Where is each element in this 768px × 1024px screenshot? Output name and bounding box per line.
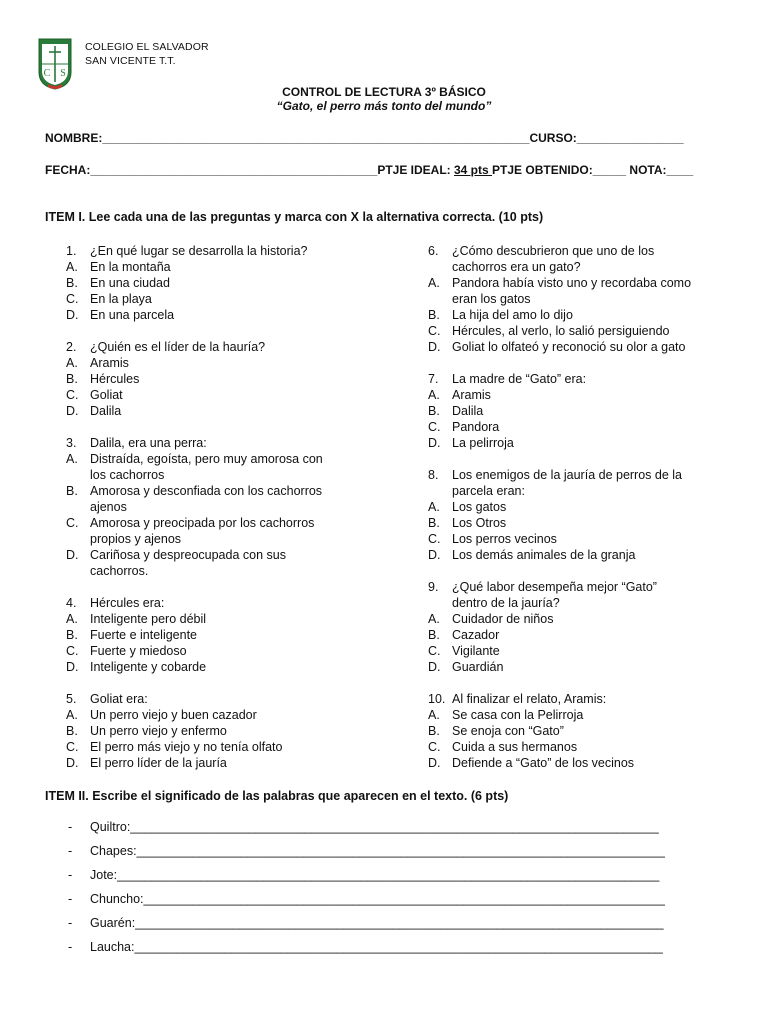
answer-option[interactable] [66,259,366,275]
answer-option [66,499,366,515]
answer-option[interactable] [66,547,366,563]
vocab-word: Laucha: [90,940,135,954]
option-letter: D. [428,436,441,450]
question-number: 4. [66,596,77,610]
option-text: Cuidador de niños [452,612,554,626]
vocab-word: Jote: [90,868,118,882]
option-letter: B. [428,724,440,738]
option-letter: B. [428,628,440,642]
option-letter: D. [428,756,441,770]
answer-option[interactable] [428,755,728,771]
option-letter: B. [66,372,78,386]
answer-option[interactable] [428,499,728,515]
question-line: Dalila, era una perra: [90,436,207,450]
option-text: cachorros. [90,564,149,578]
option-letter: C. [428,420,441,434]
name-label: NOMBRE: [45,131,103,145]
option-text: Los gatos [452,500,507,514]
option-text: Se casa con la Pelirroja [452,708,584,722]
answer-option[interactable] [428,627,728,643]
option-text: Defiende a “Gato” de los vecinos [452,756,635,770]
bullet-dash: - [68,868,73,882]
answer-option[interactable] [428,707,728,723]
option-text: Dalila [452,404,484,418]
date-label: FECHA: [45,163,91,177]
answer-option[interactable] [428,339,728,355]
answer-option[interactable] [66,659,366,675]
option-letter [428,291,452,307]
question-line: dentro de la jauría? [452,596,560,610]
question-text [66,435,366,451]
question-line: ¿Cómo descubrieron que uno de los [452,244,655,258]
option-letter: D. [428,548,441,562]
option-letter: B. [66,276,78,290]
question-number: 3. [66,436,77,450]
answer-option[interactable] [428,643,728,659]
answer-option[interactable] [66,627,366,643]
option-letter: A. [66,612,78,626]
school-header [85,40,209,68]
option-text: Fuerte e inteligente [90,628,198,642]
question-number: 10. [428,692,446,706]
answer-option[interactable] [428,531,728,547]
answer-option[interactable] [66,483,366,499]
question-block [428,371,728,451]
question-text [428,483,728,499]
option-text: Hércules [90,372,140,386]
option-text: Pandora [452,420,500,434]
answer-option [428,291,728,307]
option-letter: C. [66,644,79,658]
question-number: 1. [66,244,77,258]
option-letter: C. [428,740,441,754]
option-letter: C. [66,388,79,402]
nota-field[interactable]: ____ [666,163,694,177]
option-text: Distraída, egoísta, pero muy amorosa con [90,452,323,466]
question-line: Hércules era: [90,596,165,610]
option-letter: A. [66,260,78,274]
option-text: Un perro viejo y buen cazador [90,708,257,722]
school-location: SAN VICENTE T.T. [85,55,176,67]
option-text: La hija del amo lo dijo [452,308,573,322]
question-line: cachorros era un gato? [452,260,581,274]
answer-line[interactable]: ____________________________________________________________________________ [136,844,665,858]
question-number [428,259,452,275]
page-title: CONTROL DE LECTURA 3º BÁSICO [282,85,486,99]
bullet-dash: - [68,820,73,834]
option-letter: C. [428,644,441,658]
date-field[interactable]: ___________________________________________ [90,163,378,177]
option-letter: A. [428,388,440,402]
answer-option[interactable] [428,275,728,291]
option-text: Cariñosa y despreocupada con sus [90,548,286,562]
question-text [428,691,728,707]
answer-option[interactable] [66,387,366,403]
option-text: los cachorros [90,468,165,482]
answer-option[interactable] [66,371,366,387]
name-field[interactable]: ________________________________________________________________ [102,131,530,145]
option-text: Un perro viejo y enfermo [90,724,227,738]
vocab-item [68,892,665,906]
vocab-word: Chapes: [90,844,137,858]
answer-line[interactable]: ____________________________________________________________________________ [134,940,663,954]
item2-heading: ITEM II. Escribe el significado de las palabras que aparecen en el texto. (6 pts) [45,789,509,803]
option-letter: B. [428,308,440,322]
answer-line[interactable]: ____________________________________________________________________________ [130,820,659,834]
page-subtitle: “Gato, el perro más tonto del mundo” [276,99,492,113]
answer-option[interactable] [428,659,728,675]
option-text: Los Otros [452,516,507,530]
question-block [66,691,366,771]
course-label: CURSO: [529,131,577,145]
vocab-item [68,868,659,882]
option-letter: A. [66,452,78,466]
question-text [428,467,728,483]
option-text: Aramis [452,388,491,402]
question-number: 2. [66,340,77,354]
vocab-item [68,844,665,858]
option-letter: C. [428,324,441,338]
answer-option[interactable] [66,643,366,659]
question-number: 6. [428,244,439,258]
svg-text:S: S [60,68,66,79]
question-number [428,483,452,499]
option-letter: B. [428,404,440,418]
question-line: parcela eran: [452,484,525,498]
option-text: Cuida a sus hermanos [452,740,578,754]
answer-line[interactable]: ______________________________________________________________________________ [117,868,660,882]
question-text [428,579,728,595]
answer-option[interactable] [66,515,366,531]
vocab-word: Chuncho: [90,892,144,906]
question-number [428,595,452,611]
question-text [428,595,728,611]
question-text [66,339,366,355]
answer-option[interactable] [66,307,366,323]
ptje-ideal-value: 34 pts [454,163,493,177]
question-block [66,243,366,323]
option-letter: C. [66,516,79,530]
question-text [428,259,728,275]
question-text [66,595,366,611]
option-letter [66,467,90,483]
option-letter: D. [428,340,441,354]
option-letter: A. [428,276,440,290]
option-letter: A. [428,612,440,626]
question-block [428,579,728,675]
question-text [428,371,728,387]
option-text: Hércules, al verlo, lo salió persiguiendo [452,324,670,338]
question-text [66,691,366,707]
option-letter: B. [66,628,78,642]
option-text: Los demás animales de la granja [452,548,636,562]
option-text: Fuerte y miedoso [90,644,187,658]
option-text: En la montaña [90,260,171,274]
answer-option[interactable] [428,323,728,339]
option-text: ajenos [90,500,127,514]
question-block [66,339,366,419]
question-block [428,691,728,771]
option-text: Los perros vecinos [452,532,557,546]
nota-label: NOTA: [629,163,667,177]
answer-option[interactable] [66,403,366,419]
answer-option[interactable] [66,355,366,371]
question-line: Goliat era: [90,692,148,706]
svg-text:C: C [43,68,51,79]
option-letter: A. [66,708,78,722]
question-line: Al finalizar el relato, Aramis: [452,692,607,706]
option-letter [66,499,90,515]
question-block [428,467,728,563]
question-text [66,243,366,259]
bullet-dash: - [68,940,73,954]
vocab-word: Quiltro: [90,820,131,834]
option-letter: C. [428,532,441,546]
answer-option [66,467,366,483]
option-letter [66,563,90,579]
question-line: Los enemigos de la jauría de perros de la [452,468,683,482]
option-letter: D. [428,660,441,674]
option-text: Guardián [452,660,504,674]
answer-option[interactable] [428,387,728,403]
answer-line[interactable]: ____________________________________________________________________________ [135,916,664,930]
item1-heading: ITEM I. Lee cada una de las preguntas y marca con X la alternativa correcta. (10 pts) [45,210,544,224]
question-number: 8. [428,468,439,482]
question-text [428,243,728,259]
answer-option[interactable] [428,515,728,531]
answer-option[interactable] [66,291,366,307]
option-letter: C. [66,292,79,306]
option-text: Pandora había visto uno y recordaba como [452,276,692,290]
option-text: Inteligente y cobarde [90,660,207,674]
answer-option[interactable] [428,611,728,627]
answer-option[interactable] [66,755,366,771]
option-letter: A. [428,500,440,514]
question-block [66,595,366,675]
answer-option[interactable] [66,739,366,755]
option-text: Goliat lo olfateó y reconoció su olor a gato [452,340,686,354]
option-letter: B. [66,484,78,498]
answer-option[interactable] [428,419,728,435]
option-letter: C. [66,740,79,754]
name-course-row [45,131,684,145]
bullet-dash: - [68,916,73,930]
option-letter: D. [66,660,79,674]
option-text: Amorosa y desconfiada con los cachorros [90,484,323,498]
option-letter: D. [66,756,79,770]
vocab-item [68,940,663,954]
answer-option[interactable] [428,739,728,755]
answer-option [66,531,366,547]
option-text: En una parcela [90,308,175,322]
vocab-item [68,820,659,834]
option-text: En la playa [90,292,152,306]
option-text: Aramis [90,356,129,370]
questions-right-column [428,243,728,771]
option-text: Se enoja con “Gato” [452,724,564,738]
option-letter: B. [66,724,78,738]
question-number: 9. [428,580,439,594]
option-letter: A. [428,708,440,722]
option-text: eran los gatos [452,292,531,306]
option-letter: D. [66,308,79,322]
option-letter: B. [428,516,440,530]
option-text: Goliat [90,388,123,402]
vocab-item [68,916,664,930]
answer-option[interactable] [66,723,366,739]
answer-option[interactable] [66,611,366,627]
answer-option[interactable] [428,435,728,451]
option-text: propios y ajenos [90,532,182,546]
answer-line[interactable]: ___________________________________________________________________________ [143,892,665,906]
answer-option[interactable] [66,451,366,467]
question-line: ¿Qué labor desempeña mejor “Gato” [452,580,657,594]
answer-option[interactable] [66,707,366,723]
course-field[interactable]: ________________ [576,131,684,145]
option-text: El perro líder de la jauría [90,756,227,770]
answer-option[interactable] [66,275,366,291]
answer-option[interactable] [428,723,728,739]
question-line: La madre de “Gato” era: [452,372,587,386]
ptje-obtenido-field[interactable]: _____ [592,163,627,177]
date-score-row [45,163,693,177]
option-letter [66,531,90,547]
option-text: El perro más viejo y no tenía olfato [90,740,283,754]
answer-option[interactable] [428,403,728,419]
option-text: Cazador [452,628,500,642]
option-text: La pelirroja [452,436,514,450]
question-number: 7. [428,372,439,386]
school-crest-logo [38,38,72,90]
school-name: COLEGIO EL SALVADOR [85,41,209,53]
option-letter: D. [66,404,79,418]
option-text: En una ciudad [90,276,170,290]
option-text: Dalila [90,404,122,418]
answer-option [66,563,366,579]
bullet-dash: - [68,844,73,858]
option-text: Vigilante [452,644,500,658]
answer-option[interactable] [428,307,728,323]
option-text: Inteligente pero débil [90,612,207,626]
question-number: 5. [66,692,77,706]
vocab-word: Guarén: [90,916,136,930]
ptje-ideal-label: PTJE IDEAL: [377,163,451,177]
option-letter: A. [66,356,78,370]
answer-option[interactable] [428,547,728,563]
ptje-obtenido-label: PTJE OBTENIDO: [492,163,593,177]
bullet-dash: - [68,892,73,906]
question-block [66,435,366,579]
option-text: Amorosa y preocipada por los cachorros [90,516,315,530]
questions-left-column [66,243,366,771]
question-line: ¿Quién es el líder de la hauría? [90,340,266,354]
question-line: ¿En qué lugar se desarrolla la historia? [90,244,308,258]
question-block [428,243,728,355]
option-letter: D. [66,548,79,562]
